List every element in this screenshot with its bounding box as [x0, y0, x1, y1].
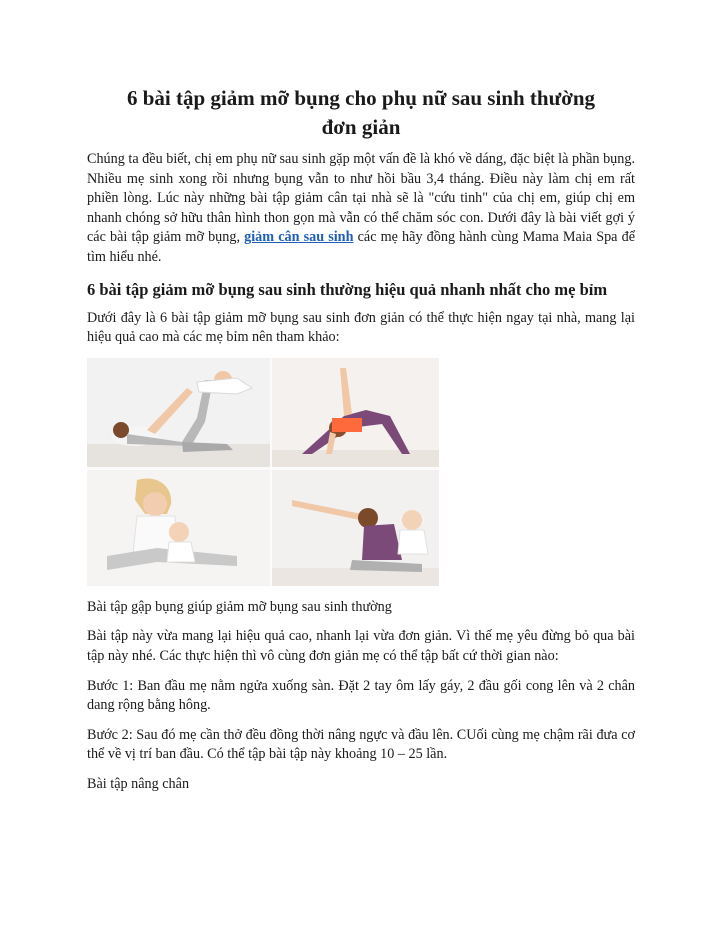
step-1: Bước 1: Ban đầu mẹ nằm ngửa xuống sàn. Đặt 2 tay ôm lấy gáy, 2 đầu gối cong lên và 2 chân dang rộng bằng hông. [87, 677, 635, 714]
photo-triangle-pose [272, 358, 439, 467]
weight-loss-link[interactable]: giảm cân sau sinh [244, 229, 354, 246]
intro-text: Chúng ta đều biết, chị em phụ nữ sau sinh gặp một vấn đề là khó về dáng, đặc biệt là phần bụng. Nhiều mẹ sinh xong rồi nhưng bụng vẫn to như hồi bầu 3,4 tháng. Điều này làm chị em rất phiền lòng. Lúc này những bài tập giảm cân tại nhà sẽ là "cứu tinh" của chị em, giúp chị em nhanh chóng sở hữu thân hình thon gọn mà vẫn có thể chăm sóc con. Dưới đây là bài viết gợi ý các bài tập giảm mỡ bụng, [87, 151, 635, 246]
exercise-photo-collage [87, 358, 439, 586]
step-2: Bước 2: Sau đó mẹ cần thở đều đồng thời nâng ngực và đầu lên. CUối cùng mẹ chậm rãi đưa cơ thể về vị trí ban đầu. Có thể tập bài tập này khoảng 10 – 25 lần. [87, 726, 635, 763]
article-body [87, 84, 635, 805]
section-heading: 6 bài tập giảm mỡ bụng sau sinh thường hiệu quả nhanh nhất cho mẹ bỉm [87, 279, 608, 299]
intro-text-end: các mẹ hãy đồng hành cùng Mama Maia Spa để tìm hiểu nhé. [87, 229, 635, 265]
photo-mother-baby-sitting [87, 470, 270, 586]
page-title [87, 84, 635, 142]
title-line-1: 6 bài tập giảm mỡ bụng cho phụ nữ sau sinh thường [126, 86, 596, 110]
title-line-2: đơn giản [321, 115, 401, 139]
image-caption: Bài tập gập bụng giúp giảm mỡ bụng sau sinh thường [87, 598, 392, 615]
section-intro: Dưới đây là 6 bài tập giảm mỡ bụng sau sinh đơn giản có thể thực hiện ngay tại nhà, mang lại hiệu quả cao mà các mẹ bỉm nên tham khảo: [87, 309, 635, 346]
next-exercise-heading: Bài tập nâng chân [87, 775, 190, 792]
photo-side-stretch-with-baby [272, 470, 439, 586]
photo-mother-lifting-baby [87, 358, 270, 467]
exercise-description: Bài tập này vừa mang lại hiệu quả cao, nhanh lại vừa đơn giản. Vì thế mẹ yêu đừng bỏ qua bài tập này nhé. Các thực hiện thì vô cùng đơn giản mẹ có thể tập bất cứ thời gian nào: [87, 628, 635, 664]
intro-paragraph [87, 150, 635, 268]
